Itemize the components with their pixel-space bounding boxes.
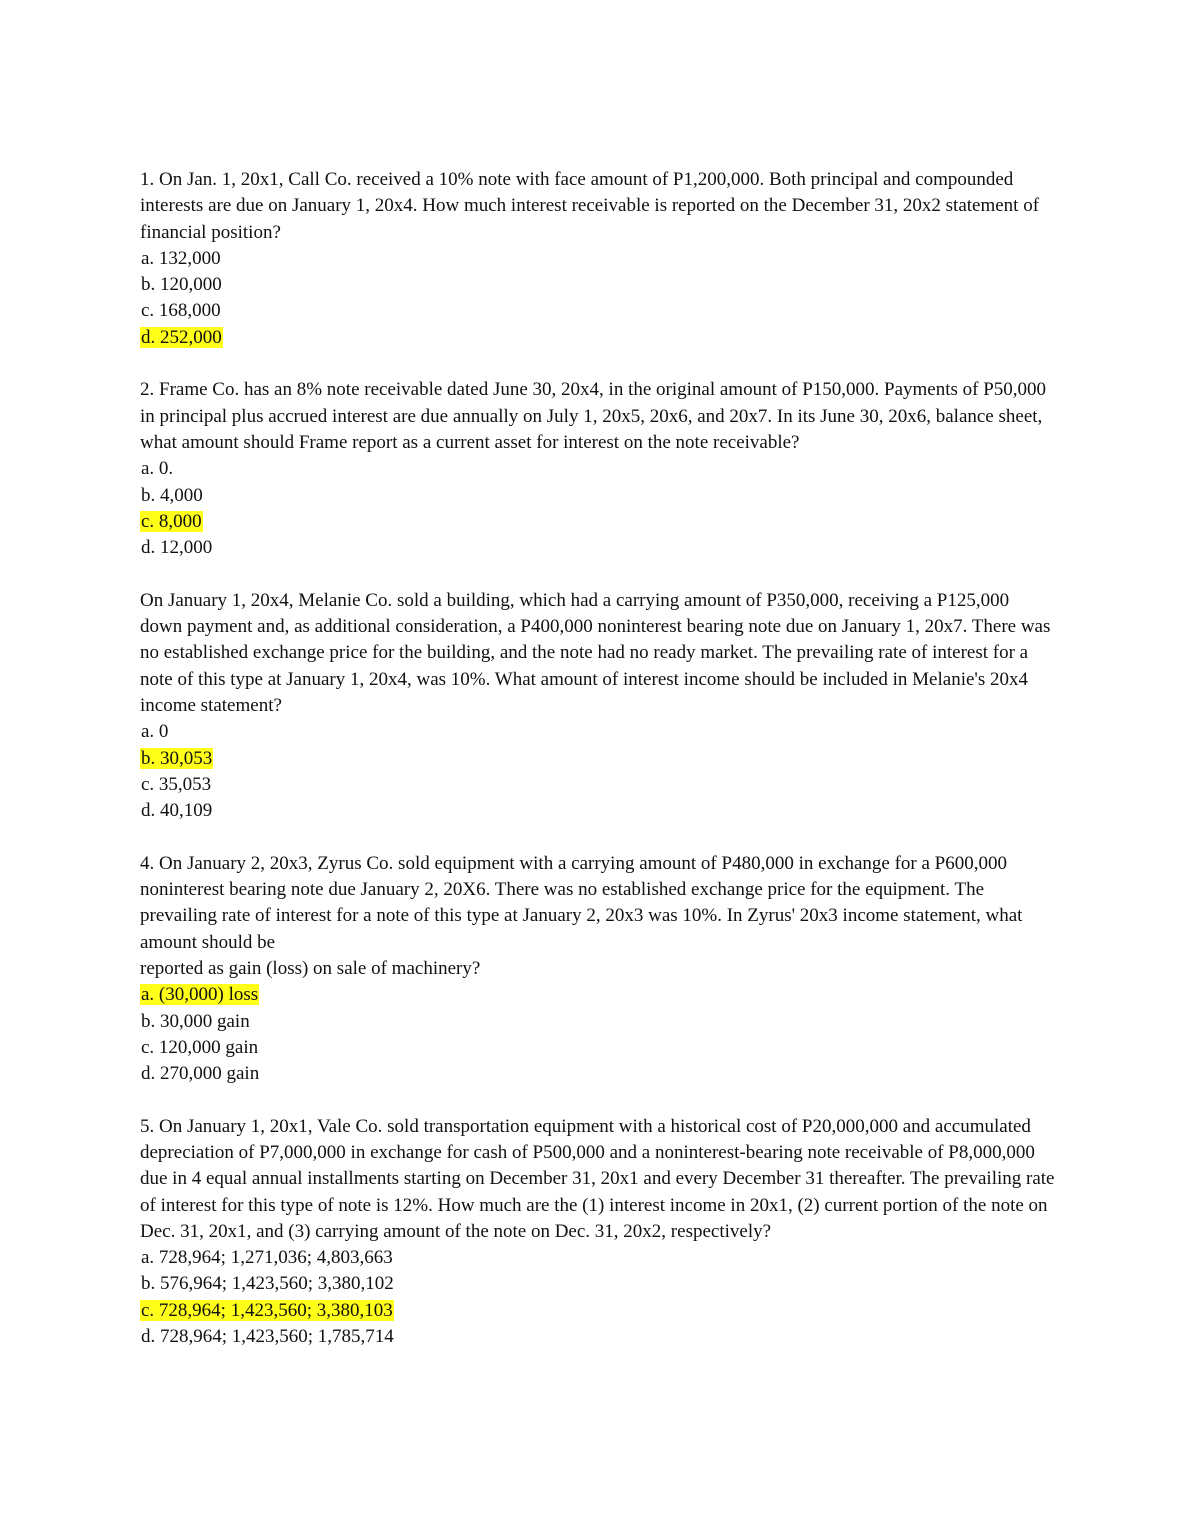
option-b: b. 576,964; 1,423,560; 3,380,102	[141, 1273, 394, 1295]
option-b: b. 30,000 gain	[141, 1010, 250, 1032]
option-d: d. 270,000 gain	[141, 1063, 260, 1085]
option-a: a. 132,000	[141, 247, 221, 269]
option-d: d. 728,964; 1,423,560; 1,785,714	[141, 1326, 394, 1348]
question-stem-line: reported as gain (loss) on sale of machinery?	[140, 957, 481, 979]
question-stem: 2. Frame Co. has an 8% note receivable dated June 30, 20x4, in the original amount of P150,000. Payments of P50,000 in principal plus accrued interest are due annually on July 1, 20x5, 20x6, and 20x7. In its June 30, 20x6, balance sheet, what amount should Frame report as a current asset for interest on the note receivable?	[140, 379, 1047, 453]
option-a: a. 0.	[141, 458, 174, 480]
question-stem: On January 1, 20x4, Melanie Co. sold a building, which had a carrying amount of P350,000, receiving a P125,000 down payment and, as additional consideration, a P400,000 noninterest bearing note due on January 1, 20x7. There was no established exchange price for the building, and the note had no ready market. The prevailing rate of interest for a note of this type at January 1, 20x4, was 10%. What amount of interest income should be included in Melanie's 20x4 income statement?	[140, 589, 1051, 716]
question-stem: 5. On January 1, 20x1, Vale Co. sold transportation equipment with a historical cost of P20,000,000 and accumulated depreciation of P7,000,000 in exchange for cash of P500,000 and a noninterest-bearing note receivable of P8,000,000 due in 4 equal annual installments starting on December 31, 20x1 and every December 31 thereafter. The prevailing rate of interest for this type of note is 12%. How much are the (1) interest income in 20x1, (2) current portion of the note on Dec. 31, 20x1, and (3) carrying amount of the note on Dec. 31, 20x2, respectively?	[140, 1115, 1055, 1242]
option-c-answer-highlighted: c. 728,964; 1,423,560; 3,380,103	[141, 1299, 393, 1321]
option-c: c. 35,053	[141, 773, 212, 795]
question-stem: 1. On Jan. 1, 20x1, Call Co. received a 10% note with face amount of P1,200,000. Both principal and compounded interests are due on January 1, 20x4. How much interest receivable is reported on the December 31, 20x2 statement of financial position?	[140, 169, 1040, 243]
document-page	[140, 167, 1055, 1377]
question-stem-line: 4. On January 2, 20x3, Zyrus Co. sold equipment with a carrying amount of P480,000 in exchange for a P600,000 noninterest bearing note due January 2, 20X6. There was no established exchange price for the equipment. The prevailing rate of interest for a note of this type at January 2, 20x3 was 10%. In Zyrus' 20x3 income statement, what amount should be	[140, 852, 1023, 953]
option-c: c. 120,000 gain	[141, 1036, 259, 1058]
question-3	[140, 588, 1055, 825]
option-b-answer-highlighted: b. 30,053	[141, 747, 213, 769]
option-c: c. 168,000	[141, 300, 221, 322]
option-b: b. 4,000	[141, 484, 203, 506]
option-a-answer-highlighted: a. (30,000) loss	[141, 984, 259, 1006]
option-b: b. 120,000	[141, 274, 222, 296]
question-4	[140, 851, 1055, 1088]
option-c-answer-highlighted: c. 8,000	[141, 510, 202, 532]
question-2	[140, 377, 1055, 561]
option-d: d. 12,000	[141, 537, 213, 559]
option-d: d. 40,109	[141, 800, 213, 822]
option-a: a. 0	[141, 721, 169, 743]
question-5	[140, 1114, 1055, 1351]
question-stem	[140, 851, 1055, 982]
option-a: a. 728,964; 1,271,036; 4,803,663	[141, 1247, 393, 1269]
option-d-answer-highlighted: d. 252,000	[141, 326, 222, 348]
question-1	[140, 167, 1055, 351]
